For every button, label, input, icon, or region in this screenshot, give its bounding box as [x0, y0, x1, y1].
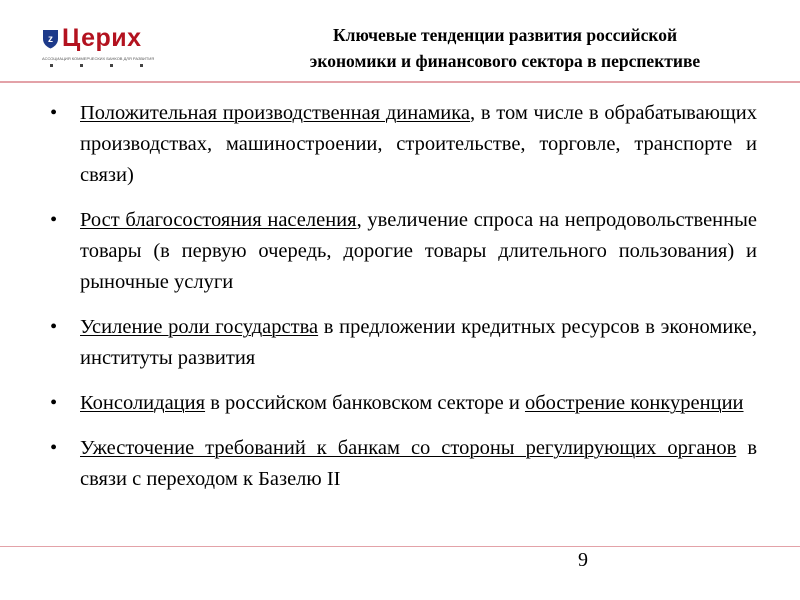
bullet-text: , в том числе в обрабатывающих производствах, машиностроении, строительстве, торговле, транспорте и связи): [80, 102, 757, 186]
bullet-text: в предложении кредитных ресурсов в экономике, институты развития: [80, 316, 757, 369]
logo-tagline: АССОЦИАЦИЯ КОММЕРЧЕСКИХ БАНКОВ ДЛЯ РАЗВИТИЯ: [42, 56, 155, 61]
header-divider: [0, 81, 800, 83]
logo-text: Церих: [62, 24, 142, 52]
bullet-text: в связи с переходом к Базелю II: [80, 437, 757, 490]
bullet-underlined: Консолидация: [80, 392, 206, 414]
bullet-underlined: Усиление роли государства: [80, 316, 319, 338]
bullet-list: [50, 98, 757, 509]
slide-title-line1: Ключевые тенденции развития российской: [332, 25, 678, 45]
bullet-item: • Рост благосостояния населения, увеличение спроса на непродовольственные товары (в первую очередь, дорогие товары длительного пользования) и рыночные услуги: [50, 209, 757, 293]
bullet-item: • Усиление роли государства в предложении кредитных ресурсов в экономике, институты развития: [50, 316, 757, 369]
bullet-item: • Ужесточение требований к банкам со стороны регулирующих органов в связи с переходом к Базелю II: [50, 437, 757, 490]
bullet-underlined: Ужесточение требований к банкам со стороны регулирующих органов: [80, 437, 737, 459]
shield-icon: [42, 29, 59, 49]
bullet-underlined: Рост благосостояния населения: [80, 209, 357, 231]
bullet-underlined: обострение конкуренции: [524, 392, 744, 414]
logo-dots: [42, 64, 164, 68]
bullet-underlined: Положительная производственная динамика: [80, 102, 471, 124]
slide-title: [225, 22, 785, 74]
logo: [42, 26, 164, 70]
bullet-text: в российском банковском секторе и: [205, 392, 525, 414]
bullet-text: , увеличение спроса на непродовольственные товары (в первую очередь, дорогие товары длительного пользования) и рыночные услуги: [80, 209, 757, 293]
page-number: 9: [578, 549, 588, 571]
svg-text:z: z: [48, 34, 53, 45]
bullet-item: • Консолидация в российском банковском секторе и обострение конкуренции: [50, 392, 744, 414]
bullet-item: • Положительная производственная динамика, в том числе в обрабатывающих производствах, машиностроении, строительстве, торговле, транспорте и связи): [50, 102, 757, 186]
slide-title-line2: экономики и финансового сектора в перспективе: [309, 51, 701, 71]
footer-divider: [0, 546, 800, 547]
